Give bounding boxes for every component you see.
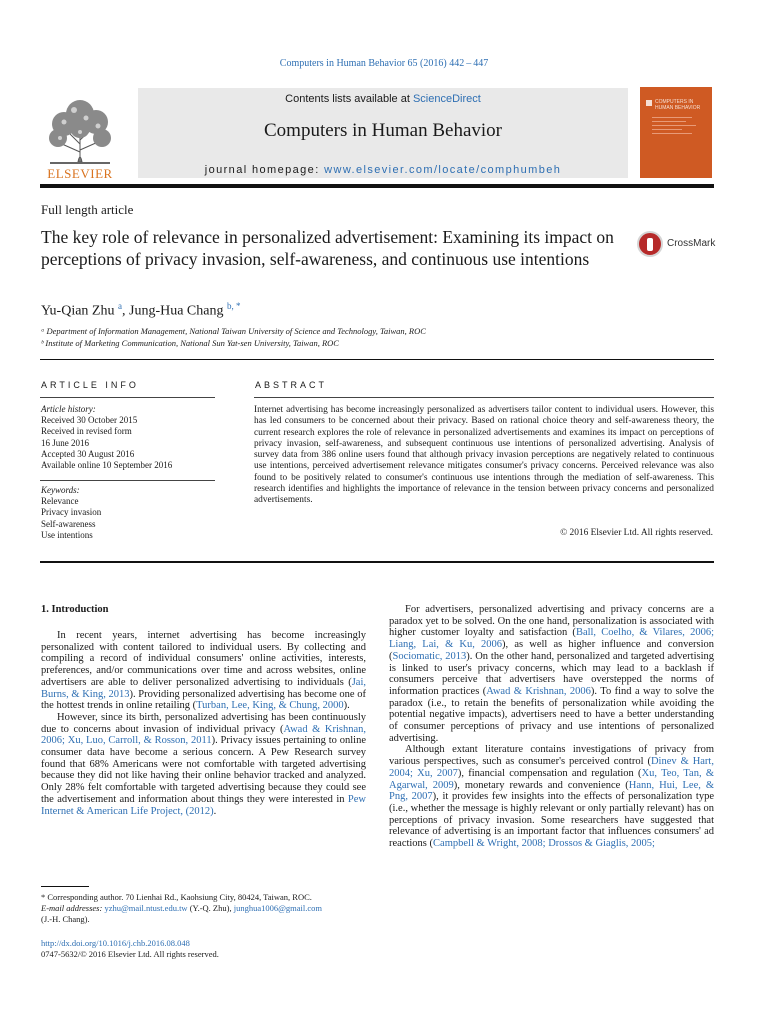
affiliation-b: ᵇ Institute of Marketing Communication, National Sun Yat-sen University, Taiwan, ROC — [41, 338, 339, 348]
header-rule — [40, 184, 714, 188]
email-owner: (J.-H. Chang). — [41, 914, 90, 924]
crossmark-label: CrossMark — [667, 238, 716, 249]
homepage-prefix: journal homepage: — [204, 164, 325, 176]
author-name[interactable]: Jung-Hua Chang — [129, 303, 224, 319]
keyword-item: Relevance — [41, 496, 79, 507]
history-label: Article history: — [41, 404, 96, 414]
citation-link[interactable]: Pew Internet & American Life Project, (2012) — [41, 793, 366, 817]
citation-link[interactable]: Awad & Krishnan, 2006; Xu, Luo, Carroll, & Rosson, 2011 — [41, 723, 366, 747]
history-item: Available online 10 September 2016 — [41, 460, 173, 471]
corresponding-author-footnote — [41, 892, 371, 925]
issn-line: 0747-5632/© 2016 Elsevier Ltd. All rights reserved. — [41, 949, 219, 959]
publisher-name: ELSEVIER — [47, 166, 113, 180]
email-label: E-mail addresses: — [41, 903, 105, 913]
footnote-line: * Corresponding author. 70 Lienhai Rd., Kaohsiung City, 80424, Taiwan, ROC. — [41, 892, 312, 902]
citation-link[interactable]: Ball, Coelho, & Vilares, 2006; Liang, Lai, & Ku, 2006 — [389, 627, 715, 651]
paragraph: Although extant literature contains investigations of privacy from various perspectives, such as consumer's perceived control (Dinev & Hart, 2004; Xu, 2007), financial compensation and regulation (Xu, Teo, Tan, & Agarwal, 2009), monetary rewards and convenience (Hann, Hui, Lee, & Png, 2007), it provides few insights into the effects of personalization type (i.e., whether the message is highly relevant or only partially relevant) has on perceptions of privacy invasion. Some researchers have suggested that relevance of advertising is an important factor that influences consumers' ad reactions (Campbell & Wright, 2008; Drossos & Giaglis, 2005; — [389, 744, 714, 850]
contents-available-line — [138, 93, 628, 105]
abstract-heading: ABSTRACT — [255, 380, 328, 390]
citation-link[interactable]: Awad & Krishnan, 2006 — [486, 685, 591, 697]
cover-line — [652, 121, 686, 122]
author-affiliation-marker[interactable]: a — [118, 301, 122, 311]
email-owner: (Y.-Q. Zhu), — [187, 903, 234, 913]
article-type: Full length article — [41, 202, 134, 217]
citation-link[interactable]: Hann, Hui, Lee, & Png, 2007 — [389, 779, 714, 803]
journal-citation-link[interactable]: Computers in Human Behavior 65 (2016) 442 – 447 — [279, 58, 489, 69]
email-link[interactable]: junghua1006@gmail.com — [233, 903, 323, 913]
cover-line — [652, 125, 696, 126]
abstract-text: Internet advertising has become increasingly personalized as advertisers tailor content to individual users. However, this has led consumers to be concerned about their privacy. Based on rational choice theory and self-awareness theory, the current research explores the role of relevance in personalized advertisements and examines its impact on perceptions of privacy invasion, self-awareness, and subsequent continuous use intentions of personalized advertising. Analysis of survey data from 386 online users found that although privacy invasion perceptions are negatively related to continuous use intentions, perceived advertisement relevance mitigates consumer's privacy concerns. Perceived relevance was also found to be positively related to consumer's continuous use intentions through the mediation of self-awareness. This research identifies and highlights the importance of relevance in the tension between privacy concerns and personalized advertisements. — [254, 405, 714, 506]
paragraph: However, since its birth, personalized advertising has been continuously due to concerns about invasion of individual privacy (Awad & Krishnan, 2006; Xu, Luo, Carroll, & Rosson, 2011). Privacy issues pertaining to online consumer data have become a serious concern. A Pew Research survey found that 68% Americans were not comfortable with targeted advertising because they did not like having their online behavior tracked and analyzed. Only 28% felt comfortable with targeted advertising because they could see the advertisement and information about things they were interested in Pew Internet & American Life Project, (2012). — [41, 711, 367, 817]
footnote-rule — [41, 886, 89, 887]
body-column-right — [389, 604, 714, 850]
keyword-item: Use intentions — [41, 529, 93, 540]
article-info-heading: ARTICLE INFO — [41, 380, 139, 390]
citation-link[interactable]: Jai, Burns, & King, 2013 — [41, 676, 366, 700]
cover-line — [652, 133, 692, 134]
article-info-rule — [40, 397, 215, 398]
section-heading-introduction: 1. Introduction — [41, 604, 109, 615]
author-separator: , — [122, 303, 129, 319]
abstract-copyright: © 2016 Elsevier Ltd. All rights reserved. — [560, 528, 713, 538]
crossmark-button[interactable] — [637, 231, 717, 259]
affiliation-a: ᵃ Department of Information Management, National Taiwan University of Science and Technology, Taiwan, ROC — [41, 326, 426, 336]
author-name[interactable]: Yu-Qian Zhu — [41, 303, 115, 319]
crossmark-icon — [637, 231, 663, 257]
citation-link[interactable]: Dinev & Hart, 2004; Xu, 2007 — [389, 756, 714, 779]
journal-banner — [138, 88, 628, 178]
sciencedirect-link[interactable]: ScienceDirect — [412, 93, 481, 105]
title-rule — [40, 359, 714, 360]
keyword-item: Self-awareness — [41, 518, 96, 529]
abstract-bottom-rule — [40, 561, 714, 563]
paragraph: In recent years, internet advertising has become increasingly personalized with content tailored to individual users. By collecting and compiling a record of individual consumers' online activities, interests, preferences, and/or communications over time and across websites, online advertisers are able to deliver personalized advertising to individuals (Jai, Burns, & King, 2013). Providing personalized advertising has become one of the hottest trends in online retailing (Turban, Lee, King, & Chung, 2000). — [41, 630, 366, 712]
homepage-link[interactable]: www.elsevier.com/locate/comphumbeh — [324, 164, 562, 176]
cover-title: COMPUTERS IN HUMAN BEHAVIOR — [655, 99, 701, 111]
history-item: 16 June 2016 — [41, 437, 89, 448]
abstract-rule — [254, 397, 714, 398]
citation-link[interactable]: Sociomatic, 2013 — [392, 650, 467, 662]
citation-link[interactable]: Campbell & Wright, 2008; Drossos & Giaglis, 2005; — [433, 838, 655, 850]
email-link[interactable]: yzhu@mail.ntust.edu.tw — [104, 903, 188, 913]
paper-title: The key role of relevance in personalized advertisement: Examining its impact on perceptions of privacy invasion, self-awareness, and continuous use intentions — [41, 227, 614, 269]
cover-line — [652, 129, 682, 130]
journal-name: Computers in Human Behavior — [264, 120, 502, 141]
keywords-rule — [40, 480, 215, 481]
doi-link[interactable]: http://dx.doi.org/10.1016/j.chb.2016.08.048 — [41, 938, 190, 948]
journal-homepage-line — [138, 164, 628, 176]
keywords-label: Keywords: — [41, 485, 80, 495]
footnote-emails — [41, 903, 371, 914]
author-list — [41, 301, 241, 320]
contents-prefix: Contents lists available at — [285, 93, 413, 105]
author-affiliation-marker[interactable]: b, * — [227, 301, 241, 311]
cover-icon — [646, 100, 652, 106]
cover-line — [652, 117, 692, 118]
paragraph: For advertisers, personalized advertising and privacy concerns are a paradox yet to be solved. On the one hand, personalization is associated with higher customer loyalty and satisfaction (Ball, Coelho, & Vilares, 2006; Liang, Lai, & Ku, 2006), as well as higher influence and conversion (Sociomatic, 2013). On the other hand, personalized and targeted advertising is linked to user's privacy concerns, which may lead to a backlash if consumers perceive that advertisers have overstepped the norms of information practices (Awad & Krishnan, 2006). To find a way to solve the paradox (i.e., to retain the benefits of personalization while avoiding the potential negative impacts), advertisers need to have a better understanding of consumer perceptions of privacy and use intentions of personalized advertising. — [389, 604, 715, 744]
history-item: Received 30 October 2015 — [41, 415, 138, 426]
body-column-left — [41, 630, 366, 817]
citation-link[interactable]: Xu, Teo, Tan, & Agarwal, 2009 — [389, 767, 714, 791]
article-history — [41, 404, 216, 471]
history-item: Received in revised form — [41, 426, 132, 437]
keyword-item: Privacy invasion — [41, 507, 102, 518]
keywords — [41, 485, 216, 541]
doi-block — [41, 938, 219, 960]
journal-cover-thumbnail[interactable] — [640, 87, 712, 178]
history-item: Accepted 30 August 2016 — [41, 448, 135, 459]
elsevier-logo — [40, 92, 120, 180]
citation-link[interactable]: Turban, Lee, King, & Chung, 2000 — [196, 700, 344, 712]
